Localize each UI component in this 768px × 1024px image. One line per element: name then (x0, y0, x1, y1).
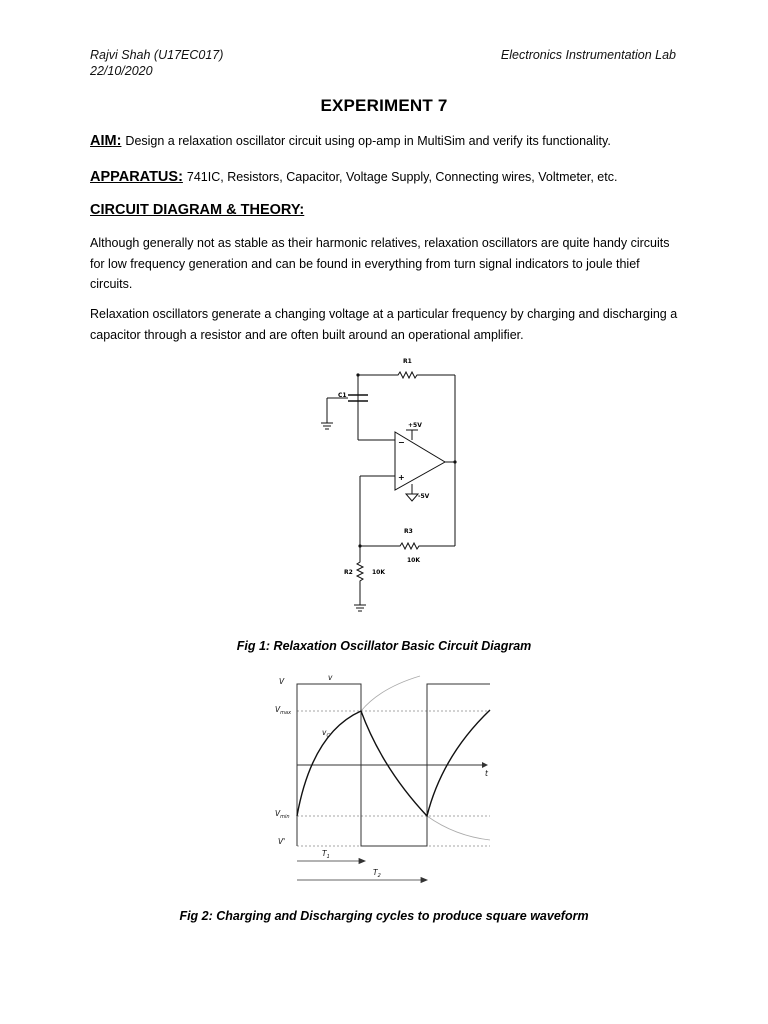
r3-label: R3 (404, 528, 413, 535)
author-date-block (90, 47, 223, 79)
page-title: EXPERIMENT 7 (320, 96, 448, 115)
neg-supply-arrow (406, 494, 418, 501)
capacitor-voltage-curve (297, 710, 490, 816)
aim-label: AIM: (90, 133, 122, 149)
apparatus-label: APPARATUS: (90, 169, 183, 185)
course-name: Electronics Instrumentation Lab (500, 48, 676, 62)
figure-2-caption: Fig 2: Charging and Discharging cycles to produce square waveform (179, 909, 589, 923)
circuit-diagram (300, 350, 470, 625)
vc-label: $v_C$ (322, 728, 330, 739)
t-axis-label: t (485, 769, 488, 778)
vprime-label: V' (278, 837, 286, 846)
theory-paragraph-2: Relaxation oscillators generate a changing voltage at a particular frequency by charging and discharging a capacitor through a resistor and are often built around an operational amplifier. (90, 307, 678, 342)
vmin-label: $V_{min}$ (275, 809, 290, 820)
report-date: 22/10/2020 (90, 64, 153, 78)
theory-paragraph-1: Although generally not as stable as their harmonic relatives, relaxation oscillators are quite handy circuits for low frequency generation and can be found in everything from turn signal indicators to joule thief circuits. (90, 236, 670, 291)
aim-text: Design a relaxation oscillator circuit using op-amp in MultiSim and verify its functionality. (125, 134, 611, 148)
section-heading: CIRCUIT DIAGRAM & THEORY: (90, 202, 305, 218)
r2-value: 10K (372, 569, 385, 576)
vpos-label: +5V (408, 422, 422, 429)
v-axis-label: V (279, 677, 285, 686)
r3-resistor (360, 543, 455, 549)
waveform-diagram (270, 668, 496, 894)
t2-label: $T_2$ (373, 868, 381, 879)
apparatus-text: 741IC, Resistors, Capacitor, Voltage Supply, Connecting wires, Voltmeter, etc. (186, 170, 618, 184)
figure-1-caption: Fig 1: Relaxation Oscillator Basic Circuit Diagram (236, 639, 532, 653)
noninverting-sign: + (398, 473, 405, 482)
t1-label: $T_1$ (322, 849, 330, 860)
r3-value: 10K (407, 557, 420, 564)
aim-line (90, 131, 690, 152)
inverting-sign: − (398, 438, 405, 447)
c1-label: C1 (338, 392, 347, 399)
apparatus-line (90, 167, 690, 188)
vmax-label: $V_{max}$ (275, 705, 292, 716)
r2-label: R2 (344, 569, 353, 576)
r1-resistor (358, 372, 455, 378)
r2-resistor (357, 546, 363, 605)
v-wave-label: v (328, 673, 333, 682)
author-name: Rajvi Shah (U17EC017) (90, 48, 224, 62)
vneg-label: -5V (418, 493, 430, 500)
r1-label: R1 (403, 358, 412, 365)
